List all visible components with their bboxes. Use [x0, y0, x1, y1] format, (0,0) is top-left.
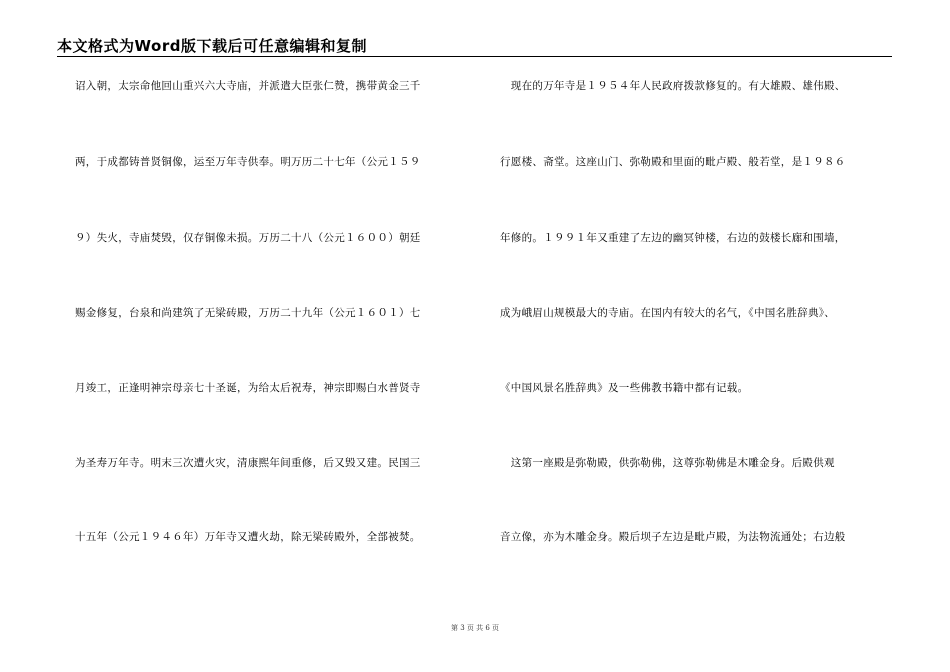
- paragraph-line: 月竣工，正逢明神宗母亲七十圣诞，为给太后祝寿，神宗即赐白水普贤寺: [75, 382, 421, 394]
- paragraph-line: 音立像，亦为木雕金身。殿后坝子左边是毗卢殿，为法物流通处；右边般: [500, 531, 846, 543]
- paragraph-line: 赐金修复，台泉和尚建筑了无梁砖殿，万历二十九年（公元１６０１）七: [75, 307, 421, 319]
- header-title: 本文格式为Word版下载后可任意编辑和复制: [57, 37, 367, 55]
- paragraph-line: 《中国风景名胜辞典》及一些佛教书籍中都有记载。: [500, 382, 749, 394]
- paragraph-line: 两，于成都铸普贤铜像，运至万年寺供奉。明万历二十七年（公元１５９: [75, 156, 421, 168]
- paragraph-line: ９）失火，寺庙焚毁，仅存铜像未损。万历二十八（公元１６００）朝廷: [75, 232, 421, 244]
- paragraph-line: 这第一座殿是弥勒殿，供弥勒佛，这尊弥勒佛是木雕金身。后殿供观: [500, 457, 835, 469]
- paragraph-line: 现在的万年寺是１９５４年人民政府拨款修复的。有大雄殿、雄伟殿、: [500, 80, 846, 92]
- page-number: 第 3 页 共 6 页: [450, 624, 500, 632]
- paragraph-line: 年修的。１９９１年又重建了左边的幽冥钟楼，右边的鼓楼长廊和围墙，: [500, 232, 846, 244]
- document-header: [57, 33, 892, 57]
- paragraph-line: 诏入朝，太宗命他回山重兴六大寺庙，并派遣大臣张仁赞，携带黄金三千: [75, 80, 421, 92]
- paragraph-line: 行愿楼、斋堂。这座山门、弥勒殿和里面的毗卢殿、般若堂，是１９８６: [500, 156, 846, 168]
- header-divider: [57, 56, 892, 57]
- paragraph-line: 成为峨眉山规模最大的寺庙。在国内有较大的名气，《中国名胜辞典》、: [500, 307, 836, 319]
- paragraph-line: 为圣寿万年寺。明末三次遭火灾，清康熙年间重修，后又毁又建。民国三: [75, 457, 421, 469]
- paragraph-line: 十五年（公元１９４６年）万年寺又遭火劫，除无梁砖殿外，全部被焚。: [75, 531, 421, 543]
